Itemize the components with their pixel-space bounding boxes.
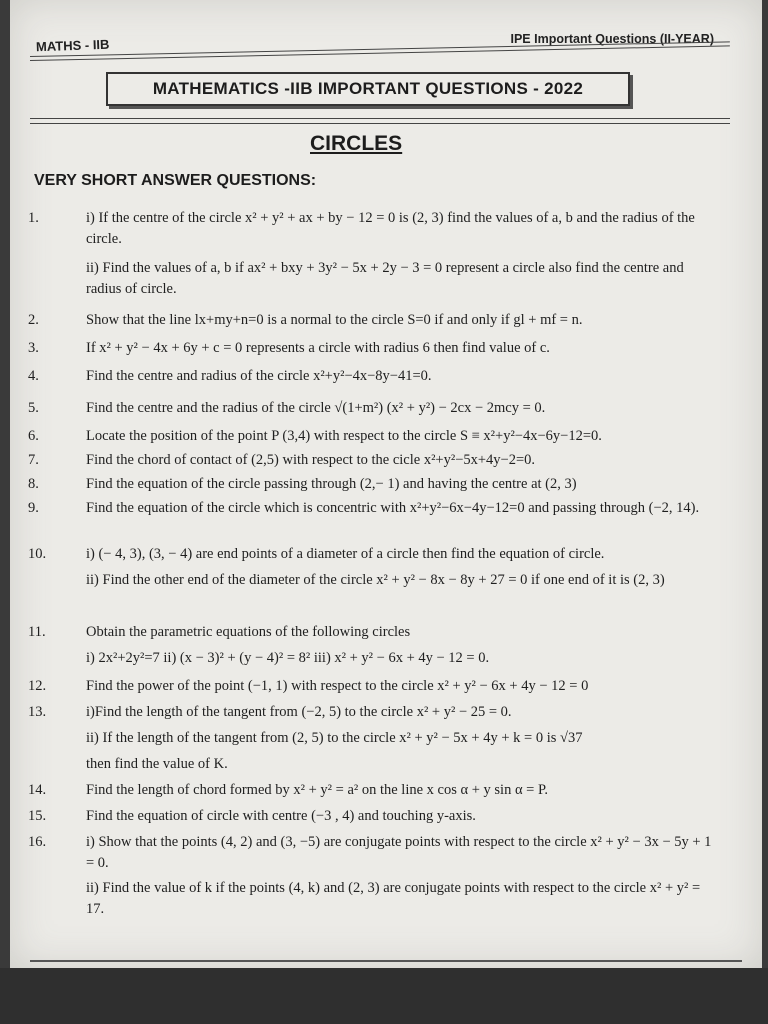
- question-text: i) 2x²+2y²=7 ii) (x − 3)² + (y − 4)² = 8² iii) x² + y² − 6x + 4y − 12 = 0.: [86, 650, 490, 666]
- question-text: Find the centre and the radius of the circle √(1+m²) (x² + y²) − 2cx − 2mcy = 0.: [86, 400, 546, 416]
- header-rule: [30, 41, 730, 57]
- question-number: 14.: [28, 782, 47, 798]
- question-text: then find the value of K.: [86, 756, 228, 772]
- question-text: Find the power of the point (−1, 1) with respect to the circle x² + y² − 6x + 4y − 12 = 0: [86, 678, 589, 694]
- question-number: 8.: [28, 476, 39, 492]
- question-text: Locate the position of the point P (3,4) with respect to the circle S ≡ x²+y²−4x−6y−12=0.: [86, 428, 602, 444]
- question-text: ii) Find the value of k if the points (4, k) and (2, 3) are conjugate points with respect to the circle x² + y² = 17.: [86, 880, 701, 917]
- document-page: [10, 0, 762, 968]
- question-text: ii) Find the other end of the diameter of the circle x² + y² − 8x − 8y + 27 = 0 if one end of it is (2, 3): [86, 572, 665, 588]
- question-text: ii) Find the values of a, b if ax² + bxy + 3y² − 5x + 2y − 3 = 0 represent a circle also find the centre and radius of circle.: [86, 260, 684, 297]
- question-number: 15.: [28, 808, 47, 824]
- question-text: i)Find the length of the tangent from (−2, 5) to the circle x² + y² − 25 = 0.: [86, 704, 512, 720]
- page-title: MATHEMATICS -IIB IMPORTANT QUESTIONS - 2022: [106, 72, 630, 106]
- question-text: ii) If the length of the tangent from (2, 5) to the circle x² + y² − 5x + 4y + k = 0 is √37: [86, 730, 583, 746]
- question-text: Find the centre and radius of the circle x²+y²−4x−8y−41=0.: [86, 368, 432, 384]
- question-number: 4.: [28, 368, 39, 384]
- question-text: Find the equation of the circle passing through (2,− 1) and having the centre at (2, 3): [86, 476, 577, 492]
- question-number: 5.: [28, 400, 39, 416]
- question-number: 13.: [28, 704, 47, 720]
- question-number: 12.: [28, 678, 47, 694]
- question-text: Find the equation of circle with centre (−3 , 4) and touching y-axis.: [86, 808, 476, 824]
- question-number: 11.: [28, 624, 46, 640]
- question-text: i) If the centre of the circle x² + y² + ax + by − 12 = 0 is (2, 3) find the values of a, b and the radius of the circle.: [86, 210, 695, 247]
- question-number: 10.: [28, 546, 47, 562]
- question-text: i) (− 4, 3), (3, − 4) are end points of a diameter of a circle then find the equation of circle.: [86, 546, 605, 562]
- header-subject: MATHS - IIB: [35, 36, 110, 55]
- question-number: 1.: [28, 210, 39, 226]
- question-text: Find the equation of the circle which is concentric with x²+y²−6x−4y−12=0 and passing through (−2, 14).: [86, 500, 700, 516]
- question-number: 16.: [28, 834, 47, 850]
- question-text: If x² + y² − 4x + 6y + c = 0 represents a circle with radius 6 then find value of c.: [86, 340, 550, 356]
- section-heading: VERY SHORT ANSWER QUESTIONS:: [34, 172, 317, 189]
- title-rule: [30, 118, 730, 119]
- question-text: Show that the line lx+my+n=0 is a normal to the circle S=0 if and only if gl + mf = n.: [86, 312, 583, 328]
- question-text: Obtain the parametric equations of the following circles: [86, 624, 411, 640]
- background-surface: [0, 968, 768, 1024]
- question-text: i) Show that the points (4, 2) and (3, −5) are conjugate points with respect to the circle x² + y² − 3x − 5y + 1 = 0.: [86, 834, 712, 871]
- question-number: 7.: [28, 452, 39, 468]
- question-number: 2.: [28, 312, 39, 328]
- chapter-heading: CIRCLES: [310, 132, 403, 155]
- header-series: IPE Important Questions (II-YEAR): [510, 32, 714, 46]
- question-text: Find the length of chord formed by x² + y² = a² on the line x cos α + y sin α = P.: [86, 782, 549, 798]
- question-text: Find the chord of contact of (2,5) with respect to the cicle x²+y²−5x+4y−2=0.: [86, 452, 536, 468]
- question-number: 3.: [28, 340, 39, 356]
- title-rule-2: [30, 123, 730, 124]
- footer-rule: [30, 960, 742, 962]
- question-number: 9.: [28, 500, 39, 516]
- question-number: 6.: [28, 428, 39, 444]
